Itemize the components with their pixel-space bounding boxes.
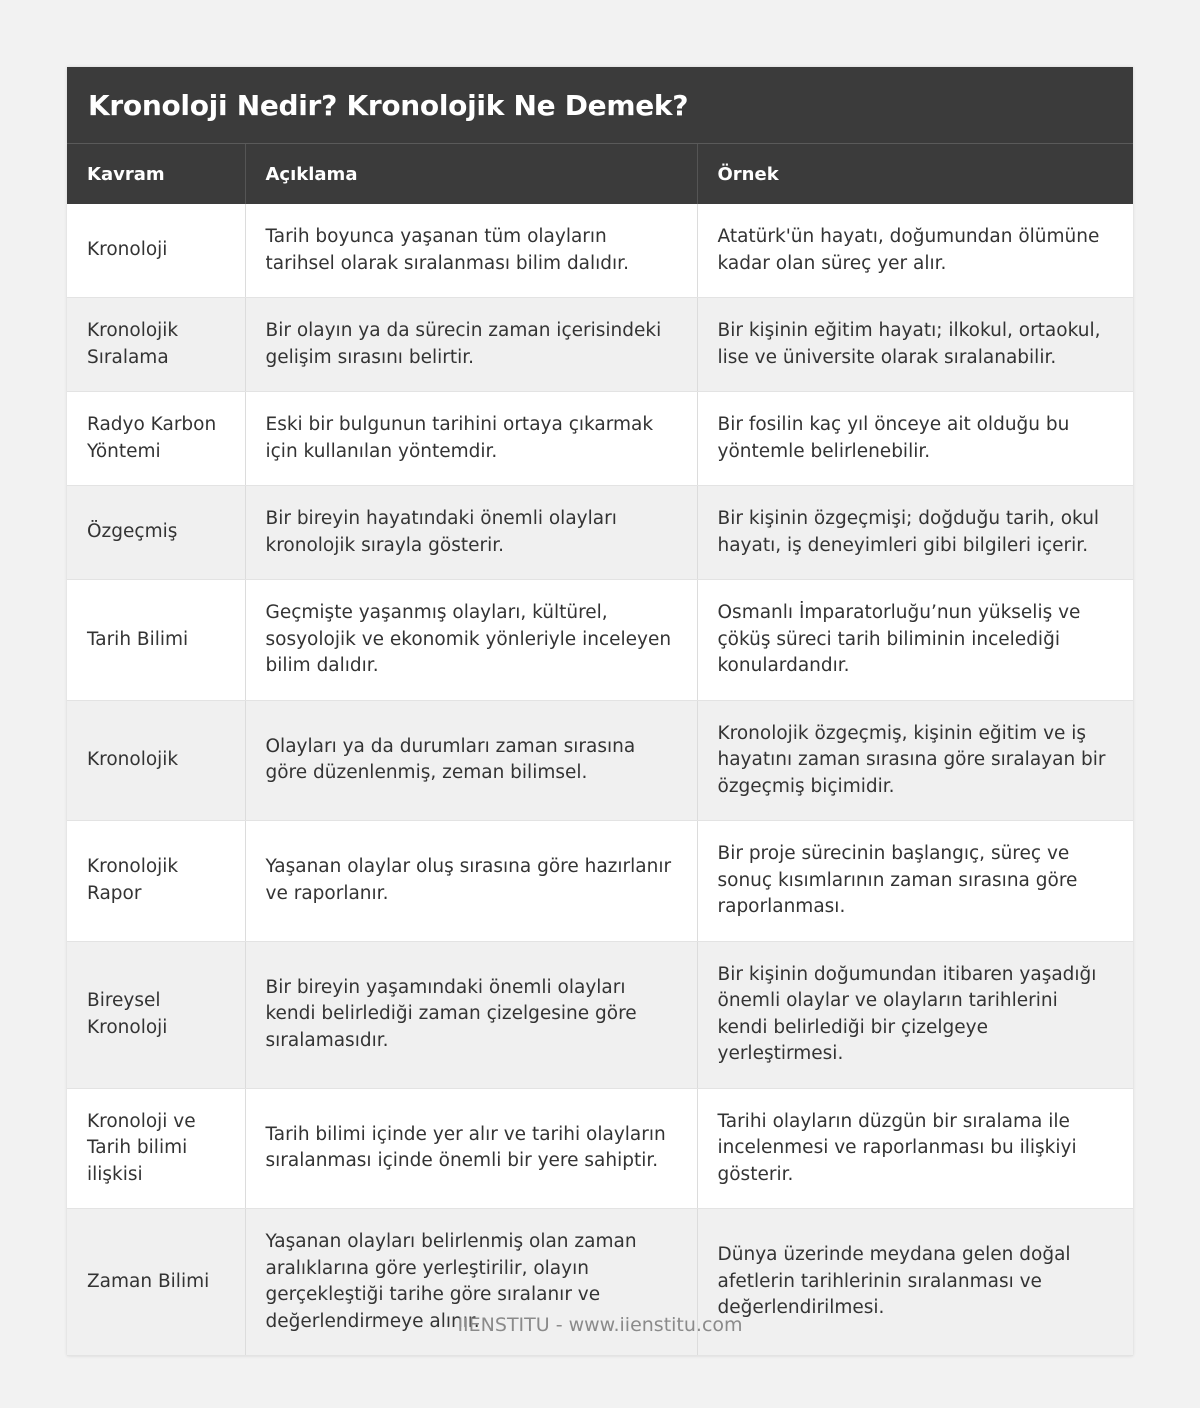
concept-table [67,144,1133,1356]
cell-ornek: Osmanlı İmparatorluğu’nun yükseliş ve çöküş süreci tarih biliminin incelediği konulardandır. [697,580,1133,701]
table-row [67,298,1133,392]
cell-aciklama: Eski bir bulgunun tarihini ortaya çıkarmak için kullanılan yöntemdir. [245,392,697,486]
table-row [67,204,1133,298]
table-row [67,821,1133,942]
cell-kavram: Radyo Karbon Yöntemi [67,392,245,486]
column-header-aciklama: Açıklama [245,144,697,204]
cell-aciklama: Yaşanan olaylar oluş sırasına göre hazırlanır ve raporlanır. [245,821,697,942]
cell-ornek: Bir fosilin kaç yıl önceye ait olduğu bu yöntemle belirlenebilir. [697,392,1133,486]
cell-aciklama: Yaşanan olayları belirlenmiş olan zaman aralıklarına göre yerleştirilir, olayın gerçekleştiği tarihe göre sıralanır ve değerlendirmeye alınır. [245,1209,697,1356]
cell-ornek: Dünya üzerinde meydana gelen doğal afetlerin tarihlerinin sıralanması ve değerlendirilmesi. [697,1209,1133,1356]
table-row [67,941,1133,1088]
cell-aciklama: Geçmişte yaşanmış olayları, kültürel, sosyolojik ve ekonomik yönleriyle inceleyen bilim dalıdır. [245,580,697,701]
cell-aciklama: Bir bireyin hayatındaki önemli olayları kronolojik sırayla gösterir. [245,486,697,580]
cell-ornek: Bir kişinin özgeçmişi; doğduğu tarih, okul hayatı, iş deneyimleri gibi bilgileri içerir. [697,486,1133,580]
cell-kavram: Kronolojik [67,700,245,821]
cell-ornek: Atatürk'ün hayatı, doğumundan ölümüne kadar olan süreç yer alır. [697,204,1133,298]
table-header-row [67,144,1133,204]
cell-kavram: Kronoloji [67,204,245,298]
footer-credit: IIENSTITU - www.iienstitu.com [457,1314,743,1336]
column-header-ornek: Örnek [697,144,1133,204]
cell-ornek: Kronolojik özgeçmiş, kişinin eğitim ve iş hayatını zaman sırasına göre sıralayan bir özgeçmiş biçimidir. [697,700,1133,821]
cell-kavram: Özgeçmiş [67,486,245,580]
table-row [67,392,1133,486]
cell-aciklama: Bir bireyin yaşamındaki önemli olayları kendi belirlediği zaman çizelgesine göre sıralamasıdır. [245,941,697,1088]
cell-aciklama: Tarih boyunca yaşanan tüm olayların tarihsel olarak sıralanması bilim dalıdır. [245,204,697,298]
cell-kavram: Kronoloji ve Tarih bilimi ilişkisi [67,1088,245,1209]
table-row [67,580,1133,701]
cell-kavram: Kronolojik Sıralama [67,298,245,392]
table-row [67,700,1133,821]
cell-kavram: Tarih Bilimi [67,580,245,701]
table-card [67,67,1133,1356]
table-title-bar [67,67,1133,144]
cell-kavram: Bireysel Kronoloji [67,941,245,1088]
cell-ornek: Bir proje sürecinin başlangıç, süreç ve sonuç kısımlarının zaman sırasına göre raporlanması. [697,821,1133,942]
cell-ornek: Bir kişinin doğumundan itibaren yaşadığı önemli olaylar ve olayların tarihlerini kendi belirlediği bir çizelgeye yerleştirmesi. [697,941,1133,1088]
cell-aciklama: Bir olayın ya da sürecin zaman içerisindeki gelişim sırasını belirtir. [245,298,697,392]
table-body [67,204,1133,1356]
cell-kavram: Kronolojik Rapor [67,821,245,942]
table-row [67,1088,1133,1209]
cell-kavram: Zaman Bilimi [67,1209,245,1356]
cell-ornek: Tarihi olayların düzgün bir sıralama ile incelenmesi ve raporlanması bu ilişkiyi gösterir. [697,1088,1133,1209]
column-header-kavram: Kavram [67,144,245,204]
cell-aciklama: Tarih bilimi içinde yer alır ve tarihi olayların sıralanması içinde önemli bir yere sahiptir. [245,1088,697,1209]
table-row [67,486,1133,580]
cell-aciklama: Olayları ya da durumları zaman sırasına göre düzenlenmiş, zeman bilimsel. [245,700,697,821]
cell-ornek: Bir kişinin eğitim hayatı; ilkokul, ortaokul, lise ve üniversite olarak sıralanabilir. [697,298,1133,392]
page-title: Kronoloji Nedir? Kronolojik Ne Demek? [88,88,689,122]
